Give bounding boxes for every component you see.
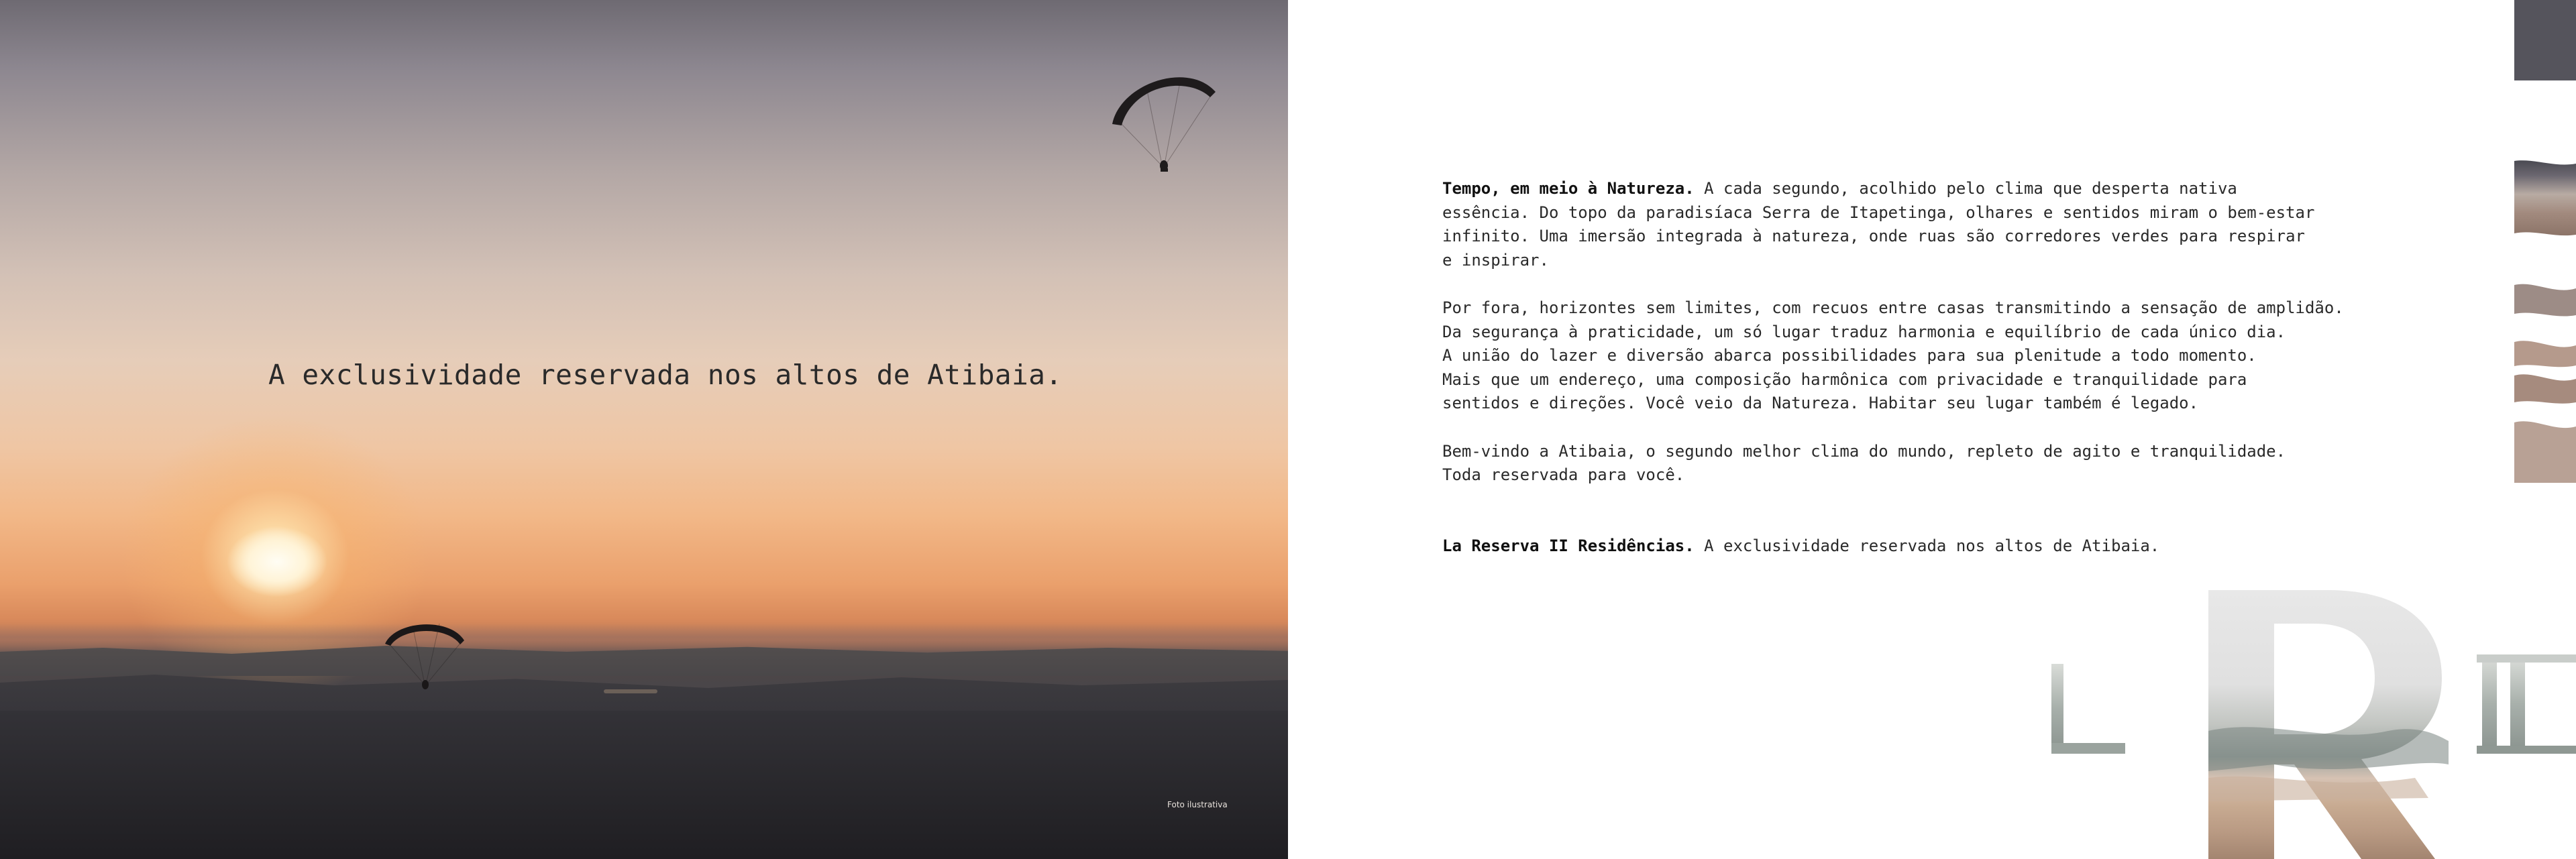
photo-caption: Foto ilustrativa — [1167, 800, 1228, 809]
paragraph-text: A cada segundo, acolhido pelo clima que desperta nativa — [1694, 179, 2237, 198]
paragraph-lead: Tempo, em meio à Natureza. — [1442, 179, 1695, 198]
paragraph-line: Toda reservada para você. — [1442, 465, 1685, 484]
closing-lead: La Reserva II Residências. — [1442, 536, 1695, 555]
paragraph-intro — [1442, 177, 2408, 272]
paragraph-line: sentidos e direções. Você veio da Natureza. Habitar seu lugar também é legado. — [1442, 394, 2199, 412]
horizon-haze — [0, 624, 1288, 650]
paragraph-line: essência. Do topo da paradisíaca Serra de Itapetinga, olhares e sentidos miram o bem-estar — [1442, 203, 2315, 222]
paragraph-line: A união do lazer e diversão abarca possibilidades para sua plenitude a todo momento. — [1442, 346, 2257, 365]
paragraph-line: Da segurança à praticidade, um só lugar traduz harmonia e equilíbrio de cada único dia. — [1442, 322, 2286, 341]
paragraph-line — [1442, 177, 2408, 201]
paragraph-horizons — [1442, 296, 2408, 416]
sun — [227, 526, 327, 597]
paragraph-welcome — [1442, 440, 2408, 488]
paragraph-line: Bem-vindo a Atibaia, o segundo melhor clima do mundo, repleto de agito e tranquilidade. — [1442, 441, 2286, 461]
body-text — [1442, 177, 2408, 582]
paragraph-line — [1442, 534, 2408, 559]
paraglider-icon — [1107, 64, 1221, 178]
city-lights — [604, 689, 657, 693]
decorative-edge-strip — [2514, 0, 2576, 483]
paragraph-line: Por fora, horizontes sem limites, com recuos entre casas transmitindo a sensação de amplidão. — [1442, 298, 2344, 317]
paragraph-line: infinito. Uma imersão integrada à natureza, onde ruas são corredores verdes para respirar — [1442, 227, 2305, 245]
brand-monogram — [2012, 577, 2576, 859]
paragraph-line: e inspirar. — [1442, 250, 1549, 270]
valley-foreground — [0, 711, 1288, 859]
paragraph-line: Mais que um endereço, uma composição harmônica com privacidade e tranquilidade para — [1442, 369, 2247, 389]
closing-text: A exclusividade reservada nos altos de Atibaia. — [1694, 536, 2160, 555]
paraglider-icon — [382, 614, 470, 694]
photo-headline: A exclusividade reservada nos altos de Atibaia. — [268, 359, 1063, 391]
paragraph-closing — [1442, 534, 2408, 559]
